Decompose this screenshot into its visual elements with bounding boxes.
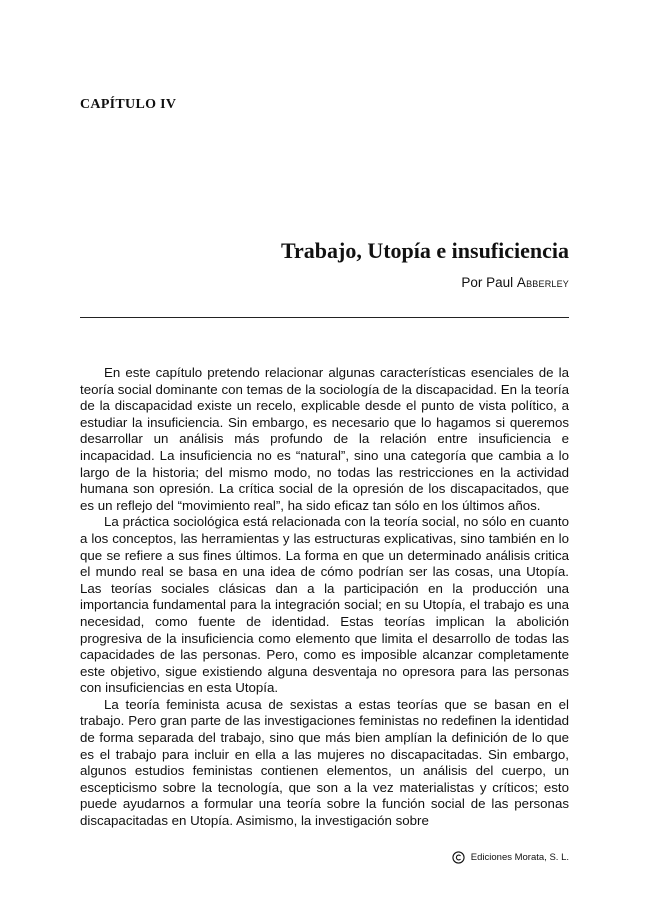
paragraph-2: La práctica sociológica está relacionada con la teoría social, no sólo en cuanto a los conceptos, las herramientas y las estructuras explicativas, sino también en lo que se refiere a sus fines últimos. La forma en que un determinado análisis critica el mundo real se basa en una idea de cómo podrían ser las cosas, una Utopía. Las teorías sociales clásicas dan a la participación en la producción una importancia fundamental para la integración social; en su Utopía, el trabajo es una necesidad, como fuente de identidad. Estas teorías implican la abolición progresiva de la insuficiencia como elemento que limita el desarrollo de todas las capacidades de las personas. Pero, como es imposible alcanzar completamente este objetivo, sigue existiendo alguna desventaja no opresora para las personas con insuficiencias en esta Utopía. <box>80 514 569 696</box>
chapter-label: CAPÍTULO IV <box>80 97 177 112</box>
chapter-title: Trabajo, Utopía e insuficiencia <box>280 238 569 263</box>
page-footer <box>452 851 569 864</box>
byline-prefix: Por Paul <box>461 275 517 290</box>
author-surname: Abberley <box>516 275 569 290</box>
copyright-icon <box>452 851 465 864</box>
body-text <box>80 365 569 830</box>
paragraph-3: La teoría feminista acusa de sexistas a estas teorías que se basan en el trabajo. Pero gran parte de las investigaciones feministas no redefinen la identidad de forma separada del trabajo, sino que más bien amplían la definición de lo que es el trabajo para incluir en ella a las mujeres no discapacitadas. Sin embargo, algunos estudios feministas contienen elementos, un análisis del cuerpo, un escepticismo sobre la tecnología, que son a la vez materialistas y críticos; esto puede ayudarnos a formular una teoría sobre la función social de las personas discapacitadas en Utopía. Asimismo, la investigación sobre <box>80 696 569 829</box>
paragraph-1: En este capítulo pretendo relacionar algunas características esenciales de la teoría social dominante con temas de la sociología de la discapacidad. En la teoría de la discapacidad existe un recelo, explicable desde el punto de vista político, a estudiar la insuficiencia. Sin embargo, es necesario que lo hagamos si queremos desarrollar un análisis más profundo de la relación entre insuficiencia e incapacidad. La insuficiencia no es “natural”, sino una categoría que cambia a lo largo de la historia; del mismo modo, no todas las restricciones en la actividad humana son opresión. La crítica social de la opresión de los discapacitados, que es un reflejo del “movimiento real”, ha sido eficaz tan sólo en los últimos años. <box>80 365 569 513</box>
author-byline <box>461 275 569 290</box>
title-divider <box>80 317 569 318</box>
publisher-name: Ediciones Morata, S. L. <box>470 852 569 863</box>
